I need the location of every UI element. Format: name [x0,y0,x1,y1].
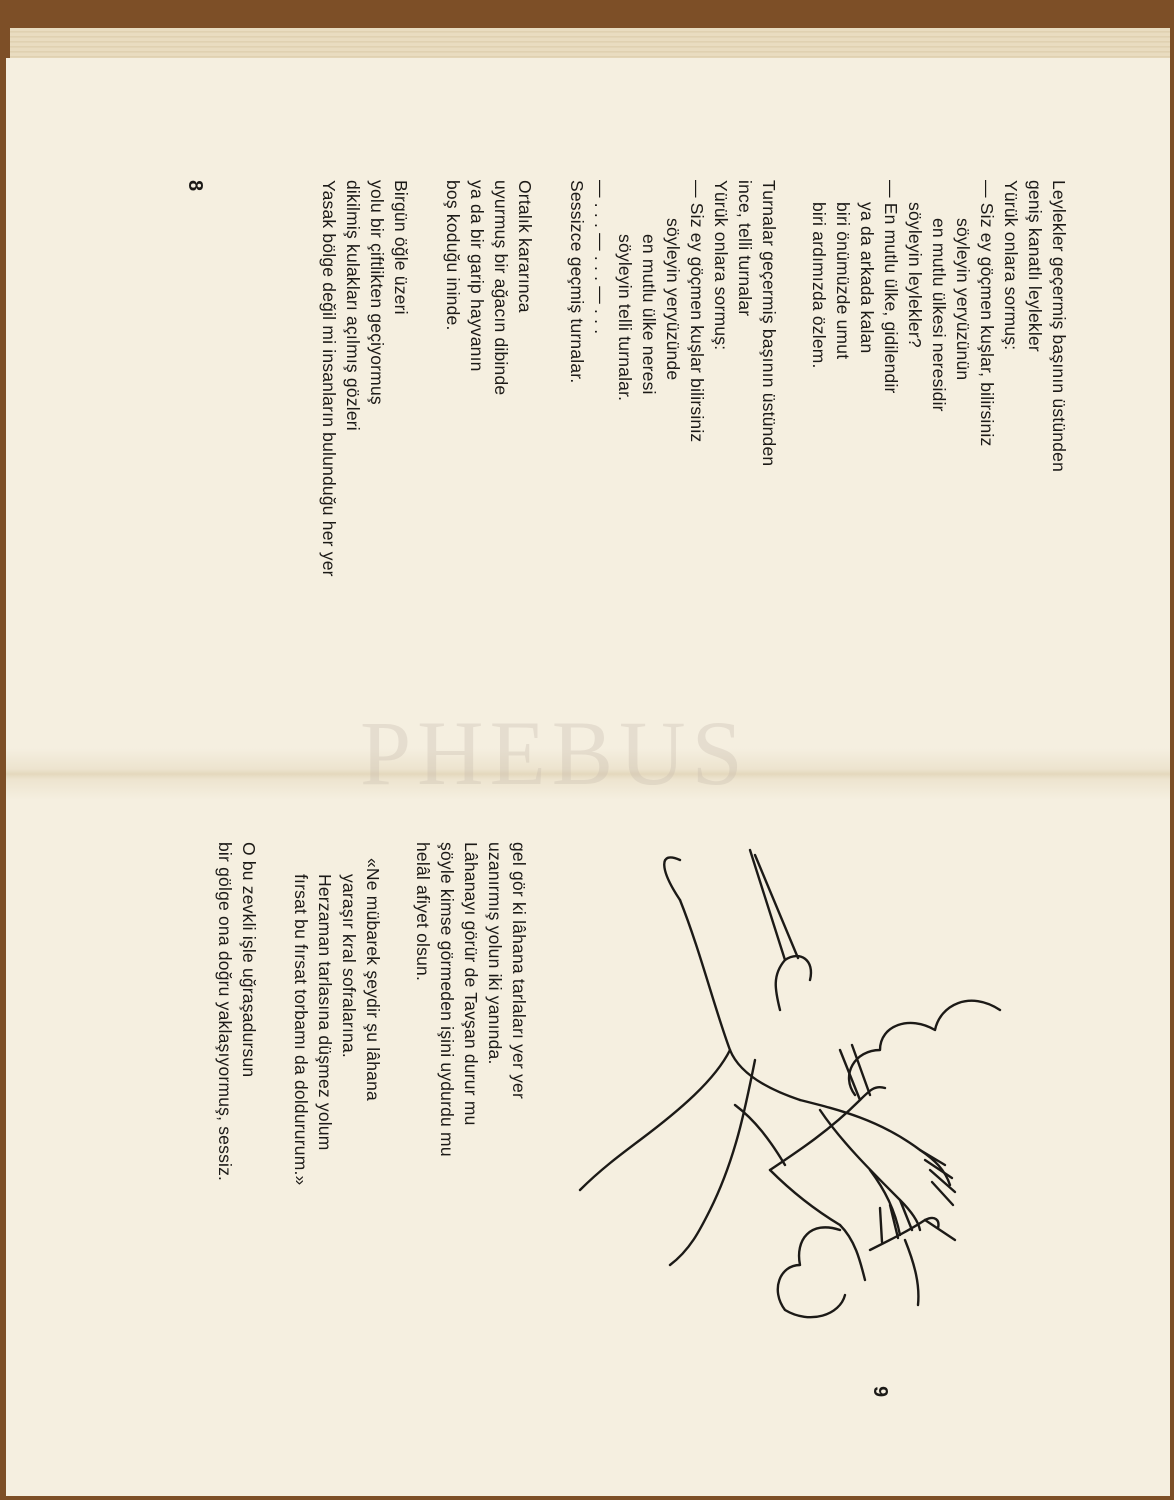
poem-line: Turnalar geçermiş başının üstünden [759,180,779,467]
poem-line: söyleyin yeryüzünde [663,218,683,381]
poem-line: — Siz ey göçmen kuşlar, bilirsiniz [977,180,997,447]
poem-line: fırsat bu fırsat torbamı da doldururum.» [291,874,311,1186]
poem-line: Lâhanayı görür de Tavşan durur mu [461,842,481,1126]
poem-line: söyleyin telli turnalar. [615,234,635,402]
poem-line: ya da arkada kalan [857,202,877,354]
watermark: PHEBUS [360,702,749,804]
poem-line: uzanırmış yolun iki yanında. [485,842,505,1065]
poem-line: gel gör ki lâhana tarlaları yer yer [509,842,529,1099]
poem-line: dikilmiş kulakları açılmış gözleri [343,180,363,431]
poem-line: ince, telli turnalar [735,180,755,317]
poem-line: «Ne mübarek şeydir şu lâhana [363,858,383,1101]
poem-line: Yürük onlara sormuş: [711,180,731,351]
poem-line: en mutlu ülke neresi [639,234,659,395]
poem-line: Sessizce geçmiş turnalar. [567,180,587,384]
poem-line: söyleyin leylekler? [905,202,925,348]
poem-line: helâl afiyet olsun. [413,842,433,982]
page-number: 9 [869,1385,892,1398]
poem-line: ya da bir garip hayvanın [467,180,487,372]
poem-line: Leylekler geçermiş başının üstünden [1049,180,1069,473]
poem-line: uyurmuş bir ağacın dibinde [491,180,511,396]
poem-line: Ortalık kararınca [515,180,535,313]
poem-line: Birgün öğle üzeri [391,180,411,315]
poem-line: söyleyin yeryüzünün [953,218,973,381]
poem-line: boş koduğu ininde. [443,180,463,331]
poem-line: — . . . — . . . — . . . [591,180,611,335]
poem-line: — Siz ey göçmen kuşlar bilirsiniz [687,180,707,443]
poem-line: Herzaman tarlasına düşmez yolum [315,874,335,1151]
poem-line: biri önümüzde umut [833,202,853,360]
poem-line: O bu zevkli işle uğraşadursun [239,842,259,1078]
poem-line: geniş kanatlı leylekler [1025,180,1045,352]
page-number: 8 [184,180,206,192]
poem-line: şöyle kimse görmeden işini uydurdu mu [437,842,457,1157]
poem-line: en mutlu ülkesi neresidir [929,218,949,412]
poem-line: Yürük onlara sormuş: [1001,180,1021,351]
flying-birds-illustration [540,810,1020,1330]
poem-line: yaraşır kral sofralarına. [339,874,359,1058]
poem-line: biri ardımızda özlem. [809,202,829,369]
poem-line: yolu bir çiftlikten geçiyormuş [367,180,387,405]
poem-line: — En mutlu ülke, gidilendir [881,180,901,394]
poem-line: Yasak bölge değil mi insanların bulunduğu her yer [319,180,339,577]
poem-line: bir gölge ona doğru yaklaşıyormuş, sessiz. [215,842,235,1182]
